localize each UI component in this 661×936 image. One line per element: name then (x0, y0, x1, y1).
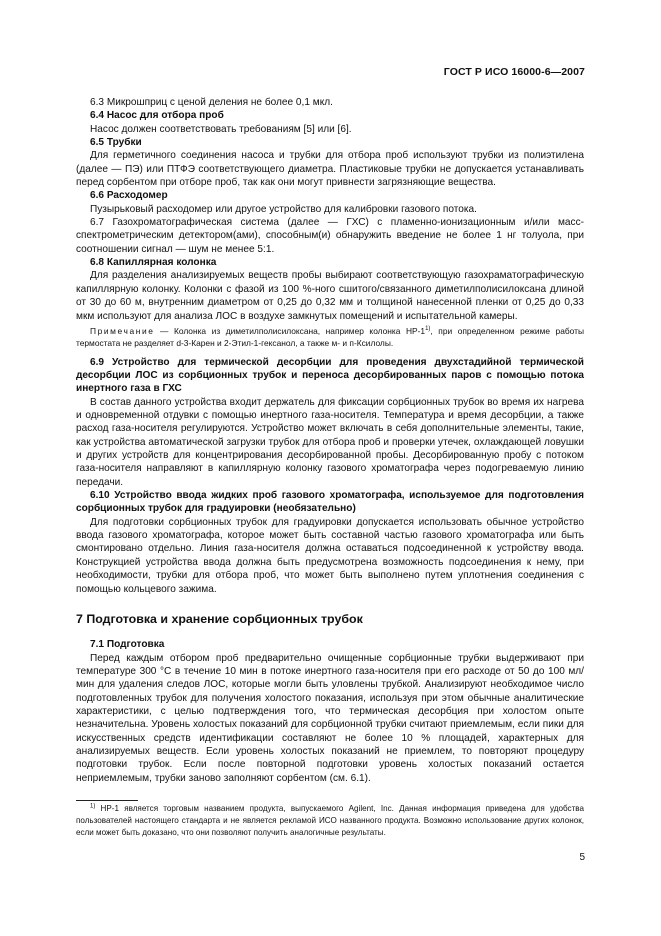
page-content (76, 96, 584, 785)
footnote-marker: 1) (90, 803, 96, 810)
clause-6-5-text: Для герметичного соединения насоса и трубки для отбора проб используют трубки из полиэтилена (далее — ПЭ) или ПТФЭ соответствующего диаметра. Пластиковые трубки не допускается устанавливать перед сорбентом при отборе проб, так как они могут привнести загрязняющие вещества. (76, 150, 584, 189)
page-number: 5 (579, 852, 585, 863)
note-label: Примечание (90, 325, 155, 336)
footnote (76, 803, 584, 839)
clause-6-3: 6.3 Микрошприц с ценой деления не более 0,1 мкл. (90, 97, 333, 108)
clause-6-4-heading: 6.4 Насос для отбора проб (90, 110, 224, 122)
clause-6-6-heading: 6.6 Расходомер (90, 190, 168, 202)
clause-6-8-text: Для разделения анализируемых веществ пробы выбирают соответствующую газохраматографическую капиллярную колонку. Колонки с фазой из 100 %-ного сшитого/связанного диметилполисилоксана длиной от 30 до 60 м, внутренним диаметром от 0,25 до 0,32 мм и толщиной нанесенной пленки от 0,25 до 0,33 мкм используют для анализа ЛОС в воздухе замкнутых помещений и испытательной камеры. (76, 270, 584, 322)
clause-6-9-text: В состав данного устройства входит держатель для фиксации сорбционных трубок во время их нагрева и одновременной отдувки с помощью инертного газа-носителя. Температура и время десорбции, а также расход газа-носителя регулируются. Устройство может включать в себя дополнительные элементы, такие, как устройства автоматической загрузки трубок для отбора проб и проверки утечек, охлаждающей ловушки и других устройств для концентрирования десорбированной пробы. Десорбированную пробу с потоком газа-носителя направляют в капиллярную колонку газового хроматографа через подогреваемую линию передачи. (76, 396, 584, 488)
section-7-heading: 7 Подготовка и хранение сорбционных трубок (76, 611, 363, 626)
document-code-header: ГОСТ Р ИСО 16000-6—2007 (443, 66, 585, 78)
clause-7-1-heading: 7.1 Подготовка (90, 639, 165, 651)
clause-6-7: 6.7 Газохроматографическая система (далее — ГХС) с пламенно-ионизационным и/или масс-спектрометрическим детектором(ами), способным(и) обнаружить введение не более 1 нг толуола, при соотношении сигнал — шум не менее 5:1. (76, 217, 584, 255)
clause-6-10-text: Для подготовки сорбционных трубок для градуировки допускается использовать обычное устройство ввода газового хроматографа, которое может быть составной частью газового хроматографа или быть смонтировано отдельно. Линия газа-носителя должна оставаться подсоединенной к устройству ввода. Конструкцией устройства ввода должна быть предусмотрена возможность подсоединения к нему, при необходимости, трубки для отбора проб, что может быть выполнено путем уплотнения соединения с помощью кольцевого зажима. (76, 516, 584, 595)
clause-6-10-heading: 6.10 Устройство ввода жидких проб газового хроматографа, используемое для подготовления сорбционных трубок для градуировки (необязательно) (76, 490, 584, 515)
clause-7-1-text: Перед каждым отбором проб предварительно очищенные сорбционные трубки выдерживают при температуре 300 °С в течение 10 мин в потоке инертного газа-носителя при его расходе от 50 до 100 мл/мин для удаления следов ЛОС, которые могли быть уловлены трубкой. Анализируют необходимое число подготовленных трубок для получения холостого показания, используя при этом обычные аналитические характеристики, с целью подтверждения того, что термическая десорбция при холостом опыте незначительна. Уровень холостых показаний для сорбционной трубки считают приемлемым, если пики для искусственных средств идентификации составляют не более 10 % площадей, характерных для анализируемых веществ. Если уровень холостых показаний не приемлем, то повторяют процедуру подготовки трубок. Если после повторной подготовки уровень холостых показаний остается неприемлемым, трубки заново заполняют сорбентом (см. 6.1). (76, 652, 584, 784)
clause-6-8-note (76, 325, 584, 350)
note-text-part-1: — Колонка из диметилполисилоксана, например колонка HP-1 (154, 325, 426, 336)
clause-6-9-heading: 6.9 Устройство для термической десорбции для проведения двухстадийной термической десорбции ЛОС из сорбционных трубок и переноса десорбированных паров с помощью потока инертного газа в ГХС (76, 356, 584, 395)
footnote-divider (76, 800, 138, 801)
footnote-text: HP-1 является торговым названием продукта, выпускаемого Agilent, Inc. Данная информация приведена для удобства пользователей настоящего стандарта и не является рекламой ИСО названного продукта. Возможно использование других колонок, если может быть доказано, что они позволяют получить аналогичные результаты. (76, 804, 584, 837)
clause-6-6-text: Пузырьковый расходомер или другое устройство для калибровки газового потока. (90, 203, 477, 215)
clause-6-5-heading: 6.5 Трубки (90, 137, 142, 149)
clause-6-8-heading: 6.8 Капиллярная колонка (90, 257, 217, 269)
note-footnote-ref: 1) (425, 326, 431, 333)
note-text-part-2: , при определенном режиме работы термостата не разделяет d-3-Карен и 2-Этил-1-гексанол, а также м- и п-Ксилолы. (76, 325, 584, 349)
clause-6-4-text: Насос должен соответствовать требованиям [5] или [6]. (90, 123, 352, 135)
